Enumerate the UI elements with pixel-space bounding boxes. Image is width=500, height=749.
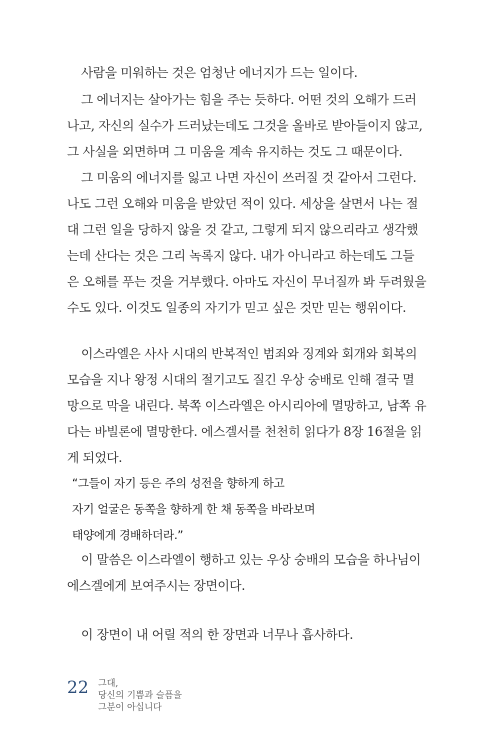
scripture-quote-line: “그들이 자기 등은 주의 성전을 향하게 하고 bbox=[72, 476, 285, 490]
paragraph-line: 나도 그런 오해와 미움을 받았던 적이 있다. 세상을 살면서 나는 절 bbox=[67, 196, 419, 211]
scripture-quote-line: 태양에게 경배하더라.” bbox=[72, 528, 184, 542]
running-title-line: 그대, bbox=[98, 679, 119, 689]
running-title-line: 그분이 아십니다 bbox=[98, 703, 162, 713]
paragraph-line: 대 그런 일을 당하지 않을 것 같고, 그렇게 되지 않으리라고 생각했 bbox=[67, 222, 419, 237]
paragraph-line: 나고, 자신의 실수가 드러났는데도 그것을 올바로 받아들이지 않고, bbox=[67, 118, 423, 133]
paragraph-line: 사람을 미워하는 것은 엄청난 에너지가 드는 일이다. bbox=[81, 65, 358, 80]
paragraph-line: 은 오해를 푸는 것을 거부했다. 아마도 자신이 무너질까 봐 두려웠을 bbox=[67, 274, 427, 289]
paragraph-line: 그 미움의 에너지를 잃고 나면 자신이 쓰러질 것 같아서 그런다. bbox=[81, 170, 417, 185]
paragraph-line: 이 장면이 내 어릴 적의 한 장면과 너무나 흡사하다. bbox=[81, 627, 354, 642]
running-title-line: 당신의 기쁨과 슬픔을 bbox=[98, 691, 182, 701]
scripture-quote-line: 자기 얼굴은 동쪽을 향하게 한 채 동쪽을 바라보며 bbox=[72, 502, 316, 516]
paragraph-line: 게 되었다. bbox=[67, 450, 123, 465]
page-number: 22 bbox=[67, 678, 89, 698]
paragraph-line: 이스라엘은 사사 시대의 반복적인 범죄와 징계와 회개와 회복의 bbox=[81, 346, 418, 361]
paragraph-line: 수도 있다. 이것도 일종의 자기가 믿고 싶은 것만 믿는 행위이다. bbox=[67, 300, 407, 315]
paragraph-line: 이 말씀은 이스라엘이 행하고 있는 우상 숭배의 모습을 하나님이 bbox=[81, 552, 421, 567]
paragraph-line: 에스겔에게 보여주시는 장면이다. bbox=[67, 578, 246, 593]
paragraph-line: 다는 바빌론에 멸망한다. 에스겔서를 천천히 읽다가 8장 16절을 읽 bbox=[67, 424, 422, 439]
paragraph-line: 는데 산다는 것은 그리 녹록지 않다. 내가 아니라고 하는데도 그들 bbox=[67, 248, 415, 263]
paragraph-line: 망으로 막을 내린다. 북쪽 이스라엘은 아시리아에 멸망하고, 남쪽 유 bbox=[67, 398, 427, 413]
paragraph-line: 모습을 지나 왕정 시대의 절기고도 질긴 우상 숭배로 인해 결국 멸 bbox=[67, 372, 415, 387]
paragraph-line: 그 사실을 외면하며 그 미움을 계속 유지하는 것도 그 때문이다. bbox=[67, 144, 403, 159]
paragraph-line: 그 에너지는 살아가는 힘을 주는 듯하다. 어떤 것의 오해가 드러 bbox=[81, 92, 417, 107]
